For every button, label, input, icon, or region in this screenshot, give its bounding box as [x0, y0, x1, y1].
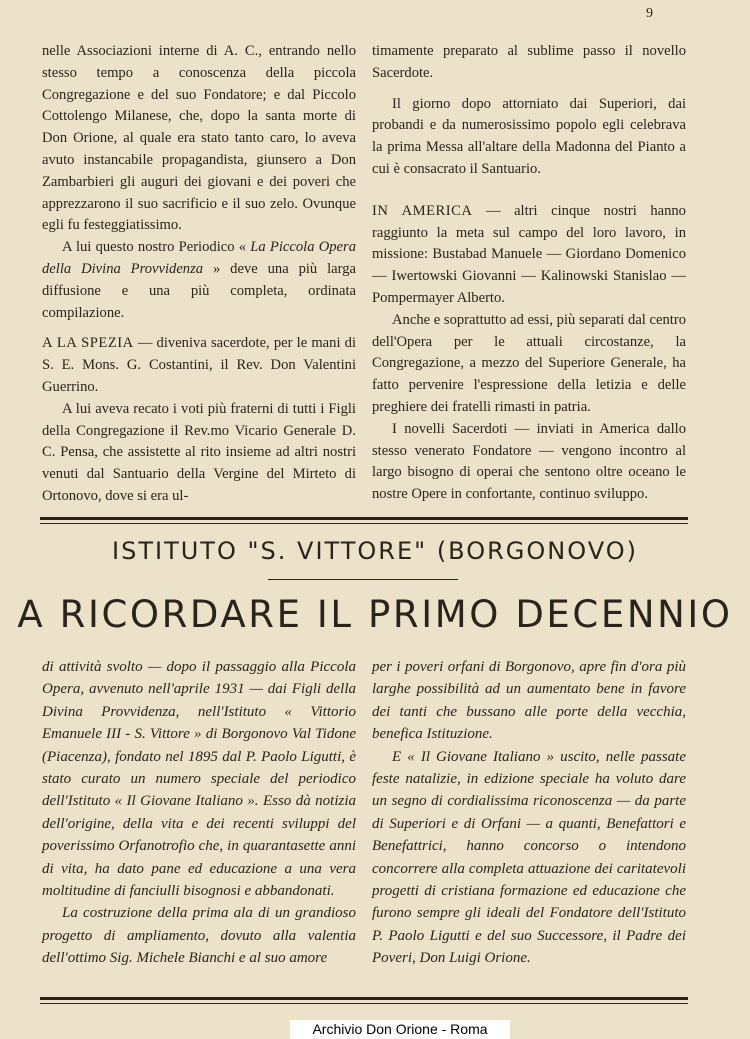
article-headline: A RICORDARE IL PRIMO DECENNIO — [17, 593, 733, 636]
bottom-right-column — [372, 656, 686, 970]
paragraph-novelli: I novelli Sacerdoti — inviati in America dallo stesso venerato Fondatore — vengono incontro al largo bisogno di operai che sentono oltre oceano le nostre Opere in confortante, continuo sviluppo. — [372, 420, 686, 503]
la-spezia-lead: A LA SPEZIA — [42, 335, 134, 352]
paragraph-associazioni: nelle Associazioni interne di A. C., entrando nello stesso tempo a conoscenza della piccola Congregazione e del suo Fondatore; e dal Piccolo Cottolengo Milanese, che, dopo la santa morte di Don Orione, al quale era stato tanto caro, lo aveva avuto instancabile propagandista, giunsero a Don Zambarbieri gli auguri dei giovani e dei poveri che apprezzarono il suo sacrificio e il suo zelo. Ovunque egli fu festeggiatissimo. — [42, 43, 356, 234]
institute-title: ISTITUTO "S. VITTORE" (BORGONOVO) — [112, 537, 638, 565]
paragraph-la-spezia — [42, 333, 356, 398]
top-right-column — [372, 41, 686, 506]
in-america-text: — altri cinque nostri hanno raggiunto la meta sul campo del loro lavoro, in missione: Bustabad Manuele — Giordano Domenico — Iwertowski Giovanni — Kalinowski Stanislao — Pompermayer Alberto. — [372, 202, 686, 306]
paragraph-congregazione: Anche e soprattutto ad essi, più separati dal centro dell'Opera per le attuali circostanze, la Congregazione, a mezzo del Superiore Generale, ha fatto pervenire l'espressione della letizia e delle preghiere dei fratelli rimasti in patria. — [372, 311, 686, 415]
institute-underline — [268, 579, 458, 580]
paragraph-costruzione: La costruzione della prima ala di un grandioso progetto di ampliamento, dovuto alla valentia dell'ottimo Sig. Michele Bianchi e al suo amore — [42, 905, 356, 967]
in-america-lead: IN AMERICA — [372, 202, 473, 219]
paragraph-voti: A lui aveva recato i voti più fraterni di tutti i Figli della Congregazione il Rev.mo Vicario Generale D. C. Pensa, che assistette al rito insieme ad altri nostri venuti dal Santuario della Vergine del Mirteto di Ortonovo, dove si era ul- — [42, 400, 356, 504]
top-left-column — [42, 41, 356, 508]
periodico-intro: A lui questo nostro Periodico « — [62, 239, 247, 256]
paragraph-prima-messa: Il giorno dopo attorniato dai Superiori, dai probandi e da numerosissimo popolo egli celebrava la prima Messa all'altare della Madonna del Pianto a cui è consacrato il Santuario. — [372, 95, 686, 177]
page-number: 9 — [646, 6, 653, 21]
divider-top-thin — [40, 523, 688, 524]
divider-bottom-thick — [40, 997, 688, 1000]
paragraph-giovane-italiano: E « Il Giovane Italiano » uscito, nelle passate feste natalizie, in edizione speciale ha voluto dare un segno di cordialissima riconoscenza — da parte di Superiori e di Orfani — a quanti, Benefattori e Benefattrici, hanno concorso o intendono concorrere alla completa attuazione dei caritatevoli progetti di cristiana formazione ed educazione che furono sempre gli ideali del Fondatore dell'Istituto P. Paolo Ligutti e del suo Successore, il Padre dei Poveri, Don Luigi Orione. — [372, 748, 686, 967]
divider-bottom-thin — [40, 1003, 688, 1004]
periodico-end: » deve una più larga diffusione e una più completa, ordinata compilazione. — [42, 260, 357, 321]
periodico-title: La Piccola Opera della Divina Provvidenza — [42, 239, 356, 277]
paragraph-decennio: di attività svolto — dopo il passaggio alla Piccola Opera, avvenuto nell'aprile 1931 — dai Figli della Divina Provvidenza, nell'Istituto « Vittorio Emanuele III - S. Vittore » di Borgonovo Val Tidone (Piacenza), fondato nel 1895 dal P. Paolo Ligutti, è stato curato un numero speciale del periodico dell'Istituto « Il Giovane Italiano ». Esso dà notizia dell'origine, della vita e dei recenti sviluppi del poverissimo Orfanotrofio che, in quarantasette anni di vita, ha dato pane ed educazione a una vera moltitudine di fanciulli bisognosi e abbandonati. — [42, 659, 356, 900]
paragraph-orfani: per i poveri orfani di Borgonovo, apre fin d'ora più larghe possibilità ad un aumentato bene in favore dei tanti che bussano alle porte della vecchia, benefica Istituzione. — [372, 659, 686, 743]
la-spezia-text: — diveniva sacerdote, per le mani di S. E. Mons. G. Costantini, il Rev. Don Valentini Guerrino. — [42, 335, 357, 395]
divider-top-thick — [40, 517, 688, 520]
bottom-left-column — [42, 656, 356, 970]
archive-footer: Archivio Don Orione - Roma — [290, 1020, 510, 1039]
paragraph-periodico — [42, 237, 356, 324]
paragraph-in-america — [372, 201, 686, 310]
paragraph-sacerdote: timamente preparato al sublime passo il novello Sacerdote. — [372, 43, 686, 81]
